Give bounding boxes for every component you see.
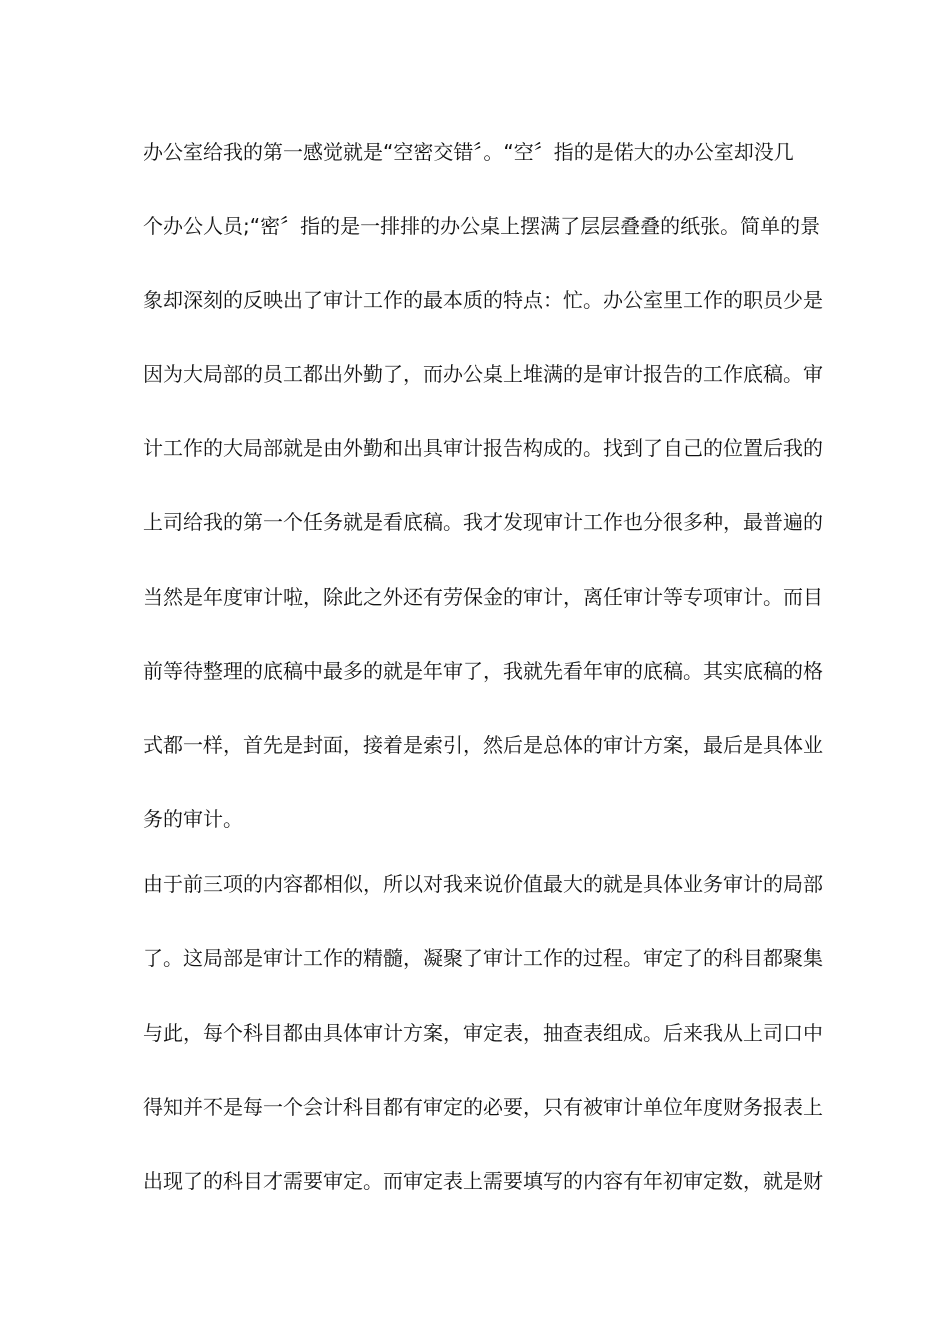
text-line-11: 由于前三项的内容都相似，所以对我来说价值最大的就是具体业务审计的局部 xyxy=(143,872,823,896)
text-line-10: 务的审计。 xyxy=(143,807,243,831)
text-line-3: 象却深刻的反映出了审计工作的最本质的特点：忙。办公室里工作的职员少是 xyxy=(143,288,823,312)
text-line-15: 出现了的科目才需要审定。而审定表上需要填写的内容有年初审定数，就是财 xyxy=(143,1169,823,1193)
text-line-7: 当然是年度审计啦，除此之外还有劳保金的审计，离任审计等专项审计。而目 xyxy=(143,585,823,609)
text-line-1: 办公室给我的第一感觉就是“空密交错〞。“空〞指的是偌大的办公室却没几 xyxy=(143,140,794,164)
text-line-5: 计工作的大局部就是由外勤和出具审计报告构成的。找到了自己的位置后我的 xyxy=(143,436,823,460)
text-line-13: 与此，每个科目都由具体审计方案，审定表，抽查表组成。后来我从上司口中 xyxy=(143,1021,823,1045)
text-line-9: 式都一样，首先是封面，接着是索引，然后是总体的审计方案，最后是具体业 xyxy=(143,733,823,757)
text-line-8: 前等待整理的底稿中最多的就是年审了，我就先看年审的底稿。其实底稿的格 xyxy=(143,659,823,683)
text-line-2: 个办公人员;“密〞指的是一排排的办公桌上摆满了层层叠叠的纸张。简单的景 xyxy=(143,214,821,238)
text-line-14: 得知并不是每一个会计科目都有审定的必要，只有被审计单位年度财务报表上 xyxy=(143,1095,823,1119)
text-line-6: 上司给我的第一个任务就是看底稿。我才发现审计工作也分很多种，最普遍的 xyxy=(143,510,823,534)
text-line-12: 了。这局部是审计工作的精髓，凝聚了审计工作的过程。审定了的科目都聚集 xyxy=(143,946,823,970)
text-line-4: 因为大局部的员工都出外勤了，而办公桌上堆满的是审计报告的工作底稿。审 xyxy=(143,362,823,386)
